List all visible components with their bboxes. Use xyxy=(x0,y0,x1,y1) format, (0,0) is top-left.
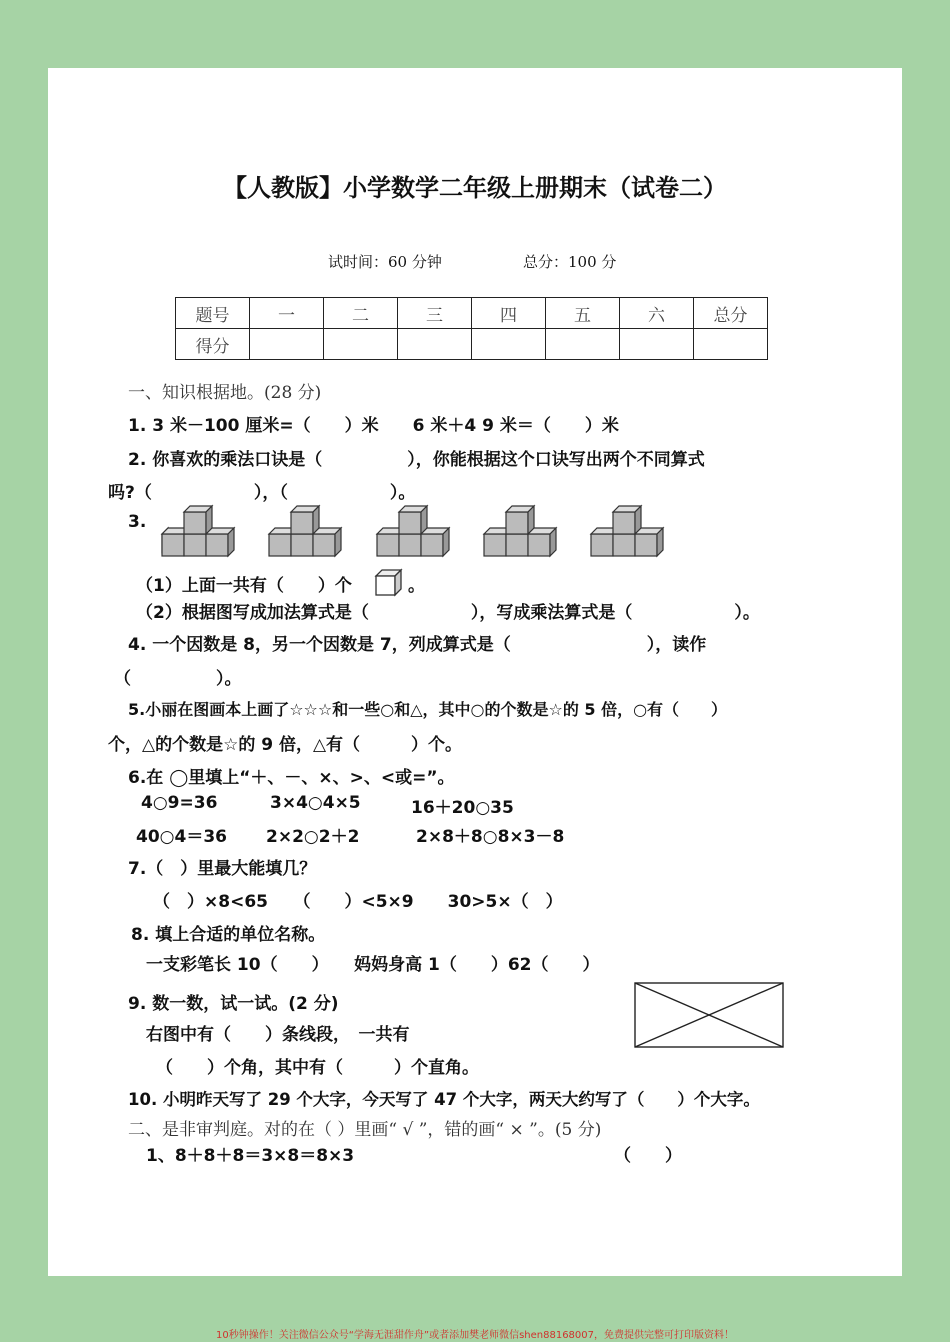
answer-paren: （ ） xyxy=(614,1146,682,1166)
judge-question-1: 1、8＋8＋8＝3×8＝8×3 xyxy=(146,1146,355,1166)
score-cell xyxy=(546,329,620,360)
line-figure xyxy=(634,982,786,1050)
question-3-2: （2）根据图写成加法算式是（ ），写成乘法算式是（ ）。 xyxy=(136,603,760,623)
cube-group xyxy=(377,506,449,556)
question-2-line2: 吗?（ ），（ ）。 xyxy=(108,483,416,503)
table-row xyxy=(176,298,768,329)
cube-figure-1 xyxy=(156,504,236,560)
question-6-expr: 3×4○4×5 xyxy=(270,793,361,813)
cube-icon xyxy=(373,567,405,597)
question-6-expr: 2×2○2＋2 xyxy=(266,827,360,847)
total-score: 总分：100 分 xyxy=(523,253,617,271)
question-5-line1: 5.小丽在图画本上画了☆☆☆和一些○和△，其中○的个数是☆的 5 倍，○有（ ） xyxy=(128,700,728,719)
cube-figure-2 xyxy=(263,504,343,560)
question-5-line2: 个，△的个数是☆的 9 倍，△有（ ）个。 xyxy=(108,735,463,755)
section2-heading: 二、是非审判庭。对的在（ ）里画“ √ ”，错的画“ × ”。(5 分) xyxy=(128,1120,602,1140)
cube-group xyxy=(484,506,556,556)
cube-group xyxy=(162,506,234,556)
table-cell: 四 xyxy=(472,298,546,329)
question-6-expr: 16＋20○35 xyxy=(411,798,514,818)
page-title: 【人教版】小学数学二年级上册期末（试卷二） xyxy=(223,174,727,202)
question-2-line1: 2. 你喜欢的乘法口诀是（ ），你能根据这个口诀写出两个不同算式 xyxy=(128,450,705,470)
question-9: 9. 数一数，试一试。(2 分) xyxy=(128,994,339,1014)
question-6-expr: 40○4＝36 xyxy=(136,827,227,847)
exam-time: 试时间：60 分钟 xyxy=(328,253,442,271)
question-6-expr: 2×8＋8○8×3－8 xyxy=(416,827,565,847)
question-6: 6.在 ◯里填上“＋、－、×、>、<或=”。 xyxy=(128,768,455,788)
table-cell: 一 xyxy=(250,298,324,329)
table-cell: 得分 xyxy=(176,329,250,360)
score-cell xyxy=(694,329,768,360)
question-4-line1: 4. 一个因数是 8，另一个因数是 7，列成算式是（ ），读作 xyxy=(128,635,707,655)
score-cell xyxy=(250,329,324,360)
cube-group xyxy=(591,506,663,556)
footer-note: 10秒钟操作！关注微信公众号“学海无涯甜作舟”或者添加樊老师微信shen88168007，免费提供完整可打印版资料！ xyxy=(215,1330,735,1341)
question-9-line3: （ ）个角，其中有（ ）个直角。 xyxy=(156,1058,479,1078)
score-cell xyxy=(398,329,472,360)
question-10: 10. 小明昨天写了 29 个大字，今天写了 47 个大字，两天大约写了（ ）个大字。 xyxy=(128,1090,760,1109)
table-row xyxy=(176,329,768,360)
cube-figure-5 xyxy=(585,504,665,560)
table-cell: 总分 xyxy=(694,298,768,329)
table-cell: 题号 xyxy=(176,298,250,329)
question-8: 8. 填上合适的单位名称。 xyxy=(131,925,326,945)
score-cell xyxy=(324,329,398,360)
question-6-expr: 4○9=36 xyxy=(141,793,218,813)
question-3-label: 3. xyxy=(128,512,147,532)
score-cell xyxy=(472,329,546,360)
question-7-row: （ ）×8<65 （ ）<5×9 30>5×（ ） xyxy=(153,892,563,912)
exam-paper xyxy=(48,68,902,1276)
question-3-1: （1）上面一共有（ ）个 xyxy=(136,576,352,596)
table-cell: 二 xyxy=(324,298,398,329)
table-cell: 六 xyxy=(620,298,694,329)
cube-figure-3 xyxy=(371,504,451,560)
cube-figure-4 xyxy=(478,504,558,560)
question-4-line2: （ ）。 xyxy=(114,669,242,689)
question-7: 7.（ ）里最大能填几？ xyxy=(128,859,317,879)
table-cell: 三 xyxy=(398,298,472,329)
score-table xyxy=(175,297,768,360)
cube-group xyxy=(269,506,341,556)
score-cell xyxy=(620,329,694,360)
question-9-line2: 右图中有（ ）条线段， 一共有 xyxy=(146,1025,410,1045)
question-8-row: 一支彩笔长 10（ ） 妈妈身高 1（ ）62（ ） xyxy=(146,955,600,975)
table-cell: 五 xyxy=(546,298,620,329)
question-3-1-end: 。 xyxy=(408,576,425,596)
section1-heading: 一、知识根据地。(28 分) xyxy=(128,383,322,403)
question-1: 1. 3 米－100 厘米=（ ）米 6 米＋4 9 米＝（ ）米 xyxy=(128,416,619,436)
